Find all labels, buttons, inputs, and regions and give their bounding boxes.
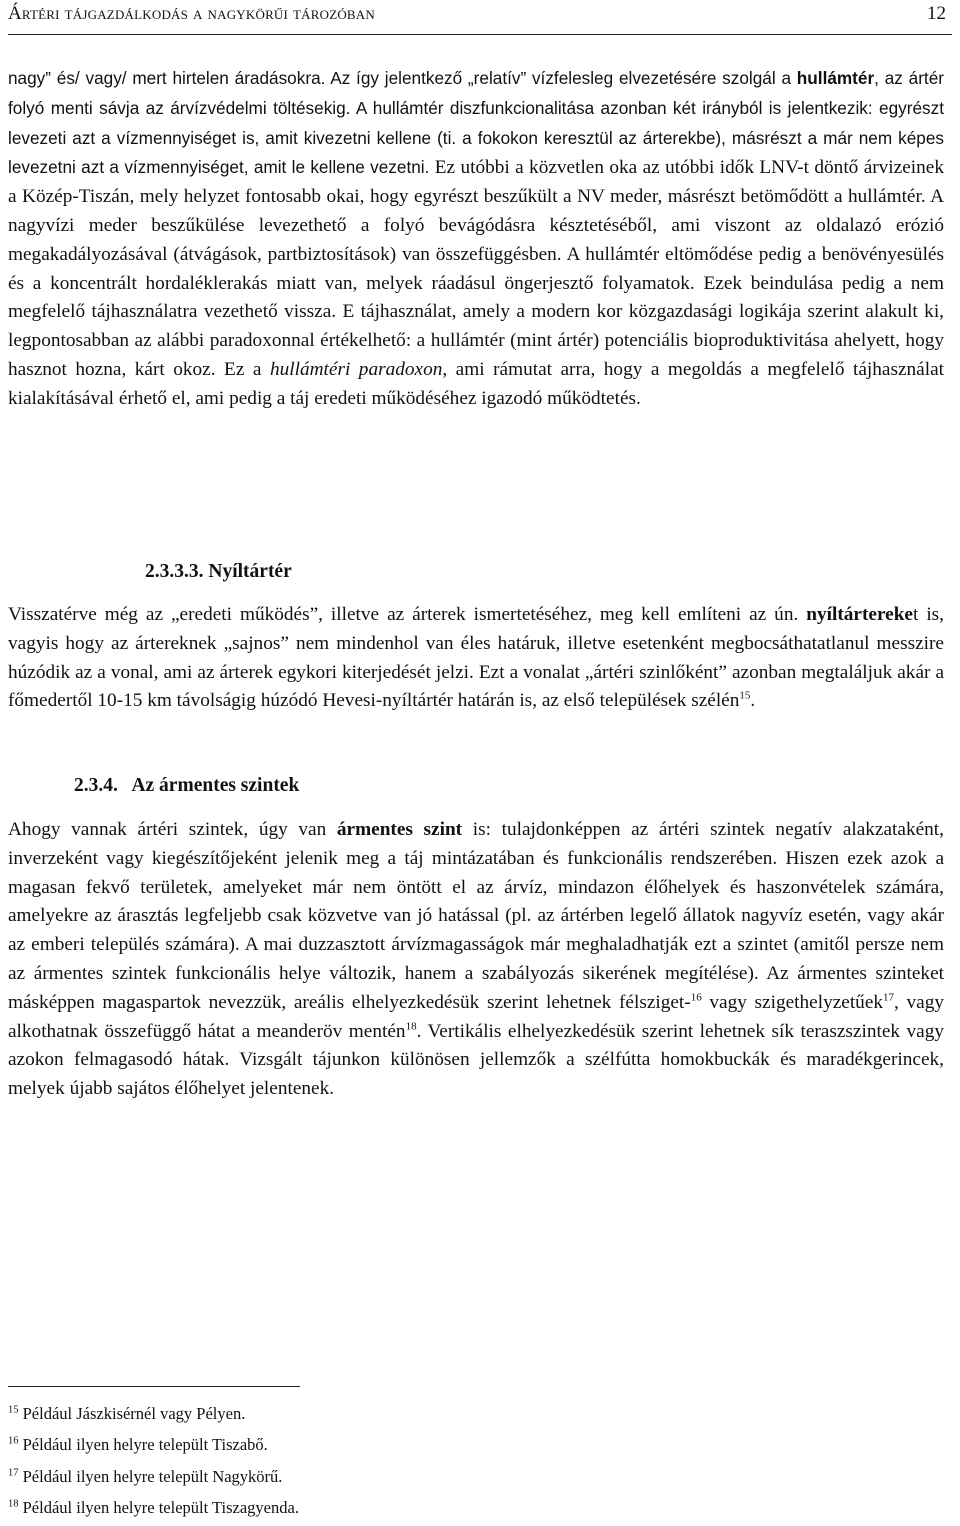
section-title: Az ármentes szintek [131,775,300,796]
footnote-ref-15[interactable]: 15 [739,689,751,702]
term-armentes-szint: ármentes szint [336,819,463,840]
footnote-ref-17[interactable]: 17 [883,991,895,1004]
running-header [8,0,952,35]
paragraph-1-part-4: A nagyvízi meder beszűkülése levezethető a folyó bevágódásra késztetéséből, ami viszont az oldalazó erózió megakadályozásával (átvágások, partbiztosítások) van összefüggésben. A hullámtér eltömődése pedig a benövényesülés és a koncentrált hordaléklerakás miatt van, melyek ráadásul öngerjesztő folyamatok. Ezek beindulása pedig a nem megfelelő tájhasználatra vezethető vissza. E tájhasználat, amely a modern kor közgazdasági logikája szerint alakult ki, legpontosabban az alábbi paradoxonnal értékelhető: a hullámtér (mint ártér) potenciális bioproduktivitása ahelyett, hogy hasznot hozna, kárt okoz. Ez a [8,186,944,380]
section-heading-armentes-szintek [74,775,299,797]
paragraph-1-part-2: , az ártér folyó menti sávja az árvízvédelmi töltésekig. A hullámtér diszfunkcionalitása azonban két irányból is jelentkezik: egyrészt levezeti azt a vízmennyiséget is, amit kivezetni kellene (ti. a fokokon keresztül az árterekbe), másrészt a már nem képes levezetni azt a vízmennyiséget, amit le kellene vezetni. [8,68,944,178]
footnote-number: 15 [8,1404,19,1416]
paragraph-2-part-3: . [750,690,756,712]
footnote-15 [8,1404,245,1424]
paragraph-1-part-5: , ami rámutat arra, hogy a megoldás a megfelelő tájhasználat kialakításával érhető el, ami pedig a táj eredeti működéséhez igazodó működtetés. [8,358,944,409]
footnote-text: Például Jászkisérnél vagy Pélyen. [22,1404,246,1423]
footnote-number: 17 [8,1467,19,1479]
paragraph-3-part-1: Ahogy vannak ártéri szintek, úgy van [8,819,337,840]
page-number: 12 [927,3,946,24]
section-title: Nyíltártér [208,561,292,582]
running-header-title: Ártéri tájgazdálkodás a nagykörűi tározóban [8,3,375,24]
footnote-number: 18 [8,1498,19,1510]
paragraph-1-part-3: Ez utóbbi a közvetlen oka az utóbbi idők LNV-t döntő árvizeinek a Közép-Tiszán, mely helyzet fontosabb okai, hogy egyrészt beszűkült a NV meder, másrészt betömődött a hullámtér. [8,157,944,208]
paragraph-2-part-1: Visszatérve még az „eredeti működés”, illetve az árterek ismertetéséhez, meg kell említeni az ún. [8,604,807,625]
paragraph-3-part-4: , vagy alkothatnak összefüggő hátat a meanderöv mentén [8,991,945,1042]
section-number: 2.3.3.3. [145,561,204,582]
footnote-text: Például ilyen helyre települt Nagykörű. [22,1467,283,1486]
body-paragraph-3 [8,816,944,1104]
term-hullamter: hullámtér [796,68,875,88]
paragraph-3-part-2: is: tulajdonképpen az ártéri szintek negatív alakzataként, inverzeként vagy kiegészítőjeként jelenik meg a táj mintázatában és funkcionális rendszerében. Hiszen ezek azok a magasan fekvő területek, amelyeket már nem öntött el az árvíz, mindazon élőhelyek és haszonvételek számára, amelyekre az árasztás legfeljebb csak közvetve van jó hatással (pl. az ártérben legelő állatok nagyvíz esetén, vagy akár az emberi település számára). A mai duzzasztott árvízmagasságok már meghaladhatják ezt a szintet (amitől persze nem az ármentes szintek funkcionális helye változik, hanem a szabályozás sikerének megítélése). Az ármentes szinteket másképpen magaspartok nevezzük, areális elhelyezkedésük szerint lehetnek félsziget- [8,819,944,1013]
paragraph-1-part-1: nagy” és/ vagy/ mert hirtelen áradásokra. Az így jelentkező „relatív” vízfelesleg elvezetésére szolgál a [8,68,797,88]
paragraph-2-part-2: t is, vagyis hogy az ártereknek „sajnos” nem mindenhol van éles határuk, illetve esetenként megbocsáthatatlanul messzire húzódik az a vonal, ami az árterek egykori kiterjedését jelzi. Ezt a vonalat „ártéri szinlőként” azonban megtaláljuk akár a főmedertől 10-15 km távolságig húzódó Hevesi-nyíltártér határán is, az első települések szélén [8,604,945,712]
footnote-16 [8,1435,268,1455]
term-nyiltarter: nyíltártereke [806,604,913,625]
footnote-text: Például ilyen helyre települt Tiszabő. [22,1435,268,1454]
footnote-text: Például ilyen helyre települt Tiszagyenda. [22,1498,299,1517]
paragraph-3-part-3: vagy szigethelyzetűek [701,991,884,1013]
footnote-number: 16 [8,1435,19,1447]
term-hullamteri-paradoxon: hullámtéri paradoxon [269,358,443,380]
section-heading-nyiltarter [145,561,292,583]
footnote-18 [8,1498,299,1518]
section-number: 2.3.4. [74,775,118,796]
paragraph-3-part-5: . Vertikális elhelyezkedésük szerint lehetnek sík teraszszintek vagy azokon felmagasodó hátak. Vizsgált tájunkon különösen jellemzők a szélfútta homokbuckák és maradékgerincek, melyek újabb sajátos élőhelyet jelentenek. [8,1020,944,1100]
footnote-ref-16[interactable]: 16 [690,991,702,1004]
body-paragraph-1 [8,64,944,414]
footnote-ref-18[interactable]: 18 [405,1020,417,1033]
footnote-17 [8,1467,282,1487]
body-paragraph-2 [8,601,944,716]
footnote-separator [8,1386,300,1387]
